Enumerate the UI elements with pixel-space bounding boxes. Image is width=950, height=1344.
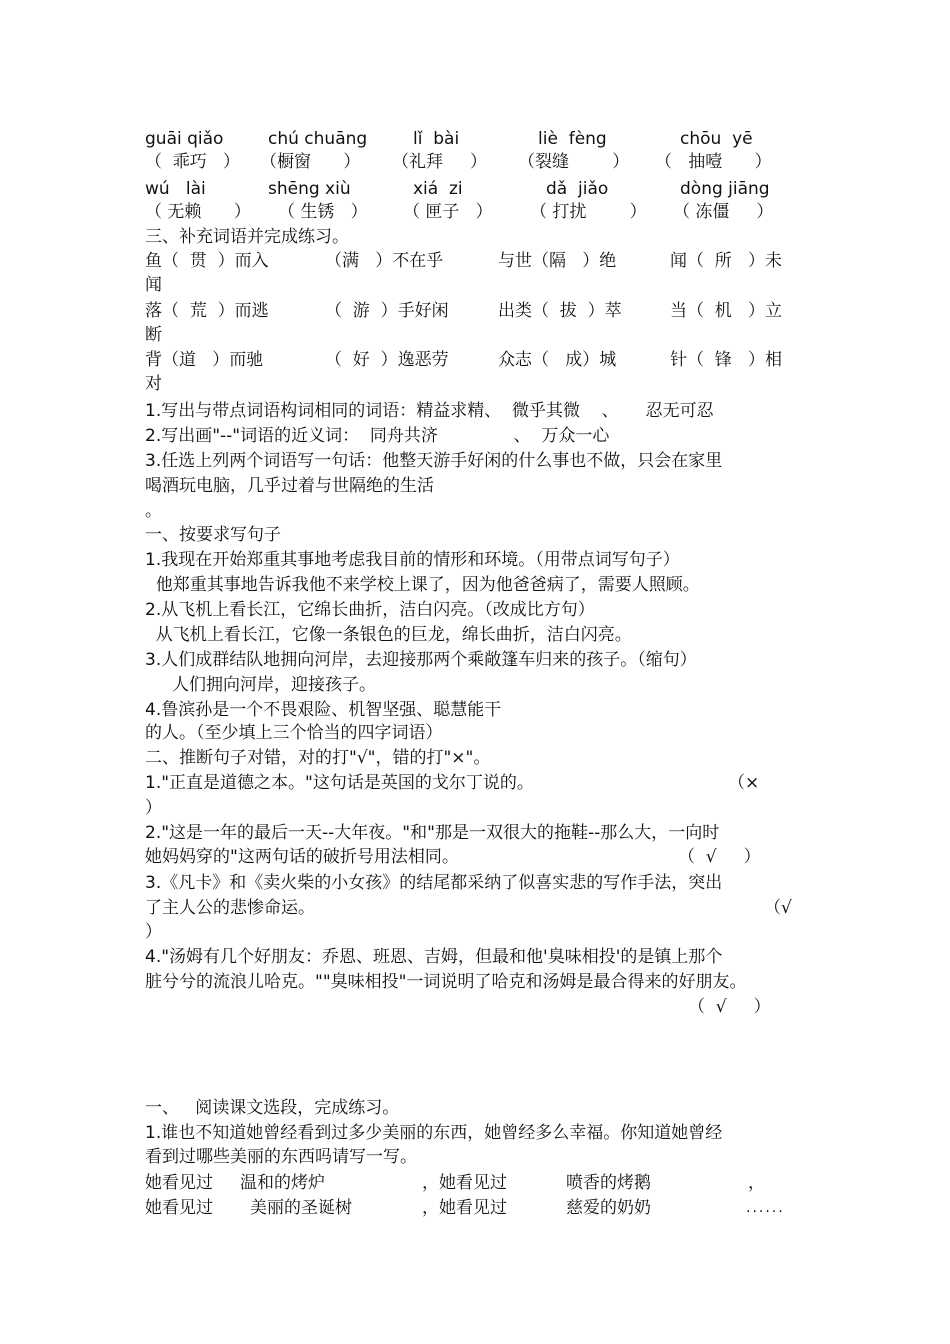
idiom-2-3: 出类（ 拔 ）萃	[498, 301, 622, 321]
reading-row1-answer2: 喷香的烤鹅	[566, 1173, 651, 1193]
idiom-1-2: （满 ）不在乎	[325, 251, 444, 271]
section3-q1: 1.写出与带点词语构词相同的词语：精益求精、 微乎其微 、 忍无可忍	[145, 401, 714, 421]
judge-heading: 二、推断句子对错，对的打"√"，错的打"×"。	[145, 748, 491, 768]
word-1-2: （橱窗 ）	[260, 152, 361, 172]
word-2-5: （ 冻僵 ）	[673, 202, 774, 222]
judge-q3-line1: 3.《凡卡》和《卖火柴的小女孩》的结尾都采纳了似喜实悲的写作手法，突出	[145, 873, 723, 893]
pinyin-1-1: guāi qiǎo	[145, 129, 224, 149]
pinyin-1-4: liè fèng	[538, 129, 607, 149]
sentence-item: 4.鲁滨孙是一个不畏艰险、机智坚强、聪慧能干	[145, 700, 502, 720]
section3-q3-line2: 喝酒玩电脑，几乎过着与世隔绝的生活	[145, 476, 434, 496]
section3-q2: 2.写出画"--"词语的近义词： 同舟共济 、 万众一心	[145, 426, 610, 446]
section3-heading: 三、补充词语并完成练习。	[145, 227, 349, 247]
sentences-heading: 一、按要求写句子	[145, 525, 281, 545]
idiom-1-4: 闻（ 所 ）未	[670, 251, 783, 271]
pinyin-1-2: chú chuāng	[268, 129, 368, 149]
judge-q2-line2: 她妈妈穿的"这两句话的破折号用法相同。	[145, 847, 459, 867]
judge-q1-mark: （×	[728, 773, 760, 793]
judge-q4-line1: 4."汤姆有几个好朋友：乔恩、班恩、吉姆，但最和他'臭味相投'的是镇上那个	[145, 947, 723, 967]
sentence-item: 人们拥向河岸，迎接孩子。	[145, 675, 377, 695]
idiom-2-1: 落（ 荒 ）而逃	[145, 301, 269, 321]
reading-row2-mid: ，她看见过	[422, 1198, 507, 1218]
pinyin-2-5: dòng jiāng	[680, 179, 770, 199]
word-1-1: （ 乖巧 ）	[145, 152, 241, 172]
idiom-1-1: 鱼（ 贯 ）而入	[145, 251, 269, 271]
judge-q1: 1."正直是道德之本。"这句话是英国的戈尔丁说的。	[145, 773, 534, 793]
idiom-3-4: 针（ 锋 ）相	[670, 350, 783, 370]
word-1-3: （礼拜 ）	[392, 152, 488, 172]
pinyin-2-2: shēng xiù	[268, 179, 351, 199]
reading-row2-answer1: 美丽的圣诞树	[250, 1198, 352, 1218]
judge-q1-close: ）	[145, 798, 162, 818]
word-2-2: （ 生锈 ）	[278, 202, 368, 222]
word-1-5: （ 抽噎 ）	[655, 152, 772, 172]
sentence-item: 的人。（至少填上三个恰当的四字词语）	[145, 723, 443, 743]
reading-row1-lead: 她看见过	[145, 1173, 213, 1193]
sentence-item: 他郑重其事地告诉我他不来学校上课了，因为他爸爸病了，需要人照顾。	[145, 575, 700, 595]
word-2-1: （ 无赖 ）	[145, 202, 251, 222]
judge-q4-mark: （ √ ）	[688, 997, 771, 1017]
word-2-4: （ 打扰 ）	[530, 202, 647, 222]
idiom-3-5: 对	[145, 374, 162, 394]
reading-row2-ellipsis: ......	[746, 1200, 785, 1216]
sentence-item: 1.我现在开始郑重其事地考虑我目前的情形和环境。（用带点词写句子）	[145, 550, 680, 570]
word-2-3: （ 匣子 ）	[403, 202, 493, 222]
reading-row1-end: ，	[748, 1173, 765, 1193]
sentence-item: 3.人们成群结队地拥向河岸，去迎接那两个乘敞篷车归来的孩子。（缩句）	[145, 650, 697, 670]
idiom-3-1: 背（道 ）而驰	[145, 350, 264, 370]
judge-q2-line1: 2."这是一年的最后一天--大年夜。"和"那是一双很大的拖鞋--那么大，一向时	[145, 823, 720, 843]
idiom-1-5: 闻	[145, 275, 162, 295]
pinyin-2-4: dǎ jiǎo	[546, 179, 609, 199]
sentence-item: 2.从飞机上看长江，它绵长曲折，洁白闪亮。（改成比方句）	[145, 600, 595, 620]
pinyin-2-3: xiá zi	[413, 179, 463, 199]
section3-q3-line3: 。	[145, 501, 162, 521]
reading-row2-answer2: 慈爱的奶奶	[566, 1198, 651, 1218]
judge-q4-line2: 脏兮兮的流浪儿哈克。""臭味相投"一词说明了哈克和汤姆是最合得来的好朋友。	[145, 972, 747, 992]
idiom-3-3: 众志（ 成）城	[498, 350, 617, 370]
word-1-4: （裂缝 ）	[518, 152, 630, 172]
idiom-1-3: 与世（隔 ）绝	[498, 251, 617, 271]
judge-q3-close: ）	[145, 922, 162, 942]
reading-q1-line1: 1.谁也不知道她曾经看到过多少美丽的东西，她曾经多么幸福。你知道她曾经	[145, 1123, 723, 1143]
reading-q1-line2: 看到过哪些美丽的东西吗请写一写。	[145, 1147, 417, 1167]
judge-q3-mark: （√	[764, 898, 792, 918]
idiom-2-2: （ 游 ）手好闲	[325, 301, 449, 321]
pinyin-2-1: wú lài	[145, 179, 206, 199]
reading-heading: 一、 阅读课文选段，完成练习。	[145, 1098, 400, 1118]
idiom-3-2: （ 好 ）逸恶劳	[325, 350, 449, 370]
idiom-2-4: 当（ 机 ）立	[670, 301, 783, 321]
pinyin-1-5: chōu yē	[680, 129, 753, 149]
judge-q3-line2: 了主人公的悲惨命运。	[145, 898, 315, 918]
pinyin-1-3: lǐ bài	[413, 129, 460, 149]
reading-row1-mid: ，她看见过	[422, 1173, 507, 1193]
reading-row2-lead: 她看见过	[145, 1198, 213, 1218]
section3-q3-line1: 3.任选上列两个词语写一句话：他整天游手好闲的什么事也不做，只会在家里	[145, 451, 723, 471]
sentence-item: 从飞机上看长江，它像一条银色的巨龙，绵长曲折，洁白闪亮。	[145, 625, 632, 645]
judge-q2-mark: （ √ ）	[678, 847, 761, 867]
reading-row1-answer1: 温和的烤炉	[240, 1173, 325, 1193]
idiom-2-5: 断	[145, 325, 162, 345]
